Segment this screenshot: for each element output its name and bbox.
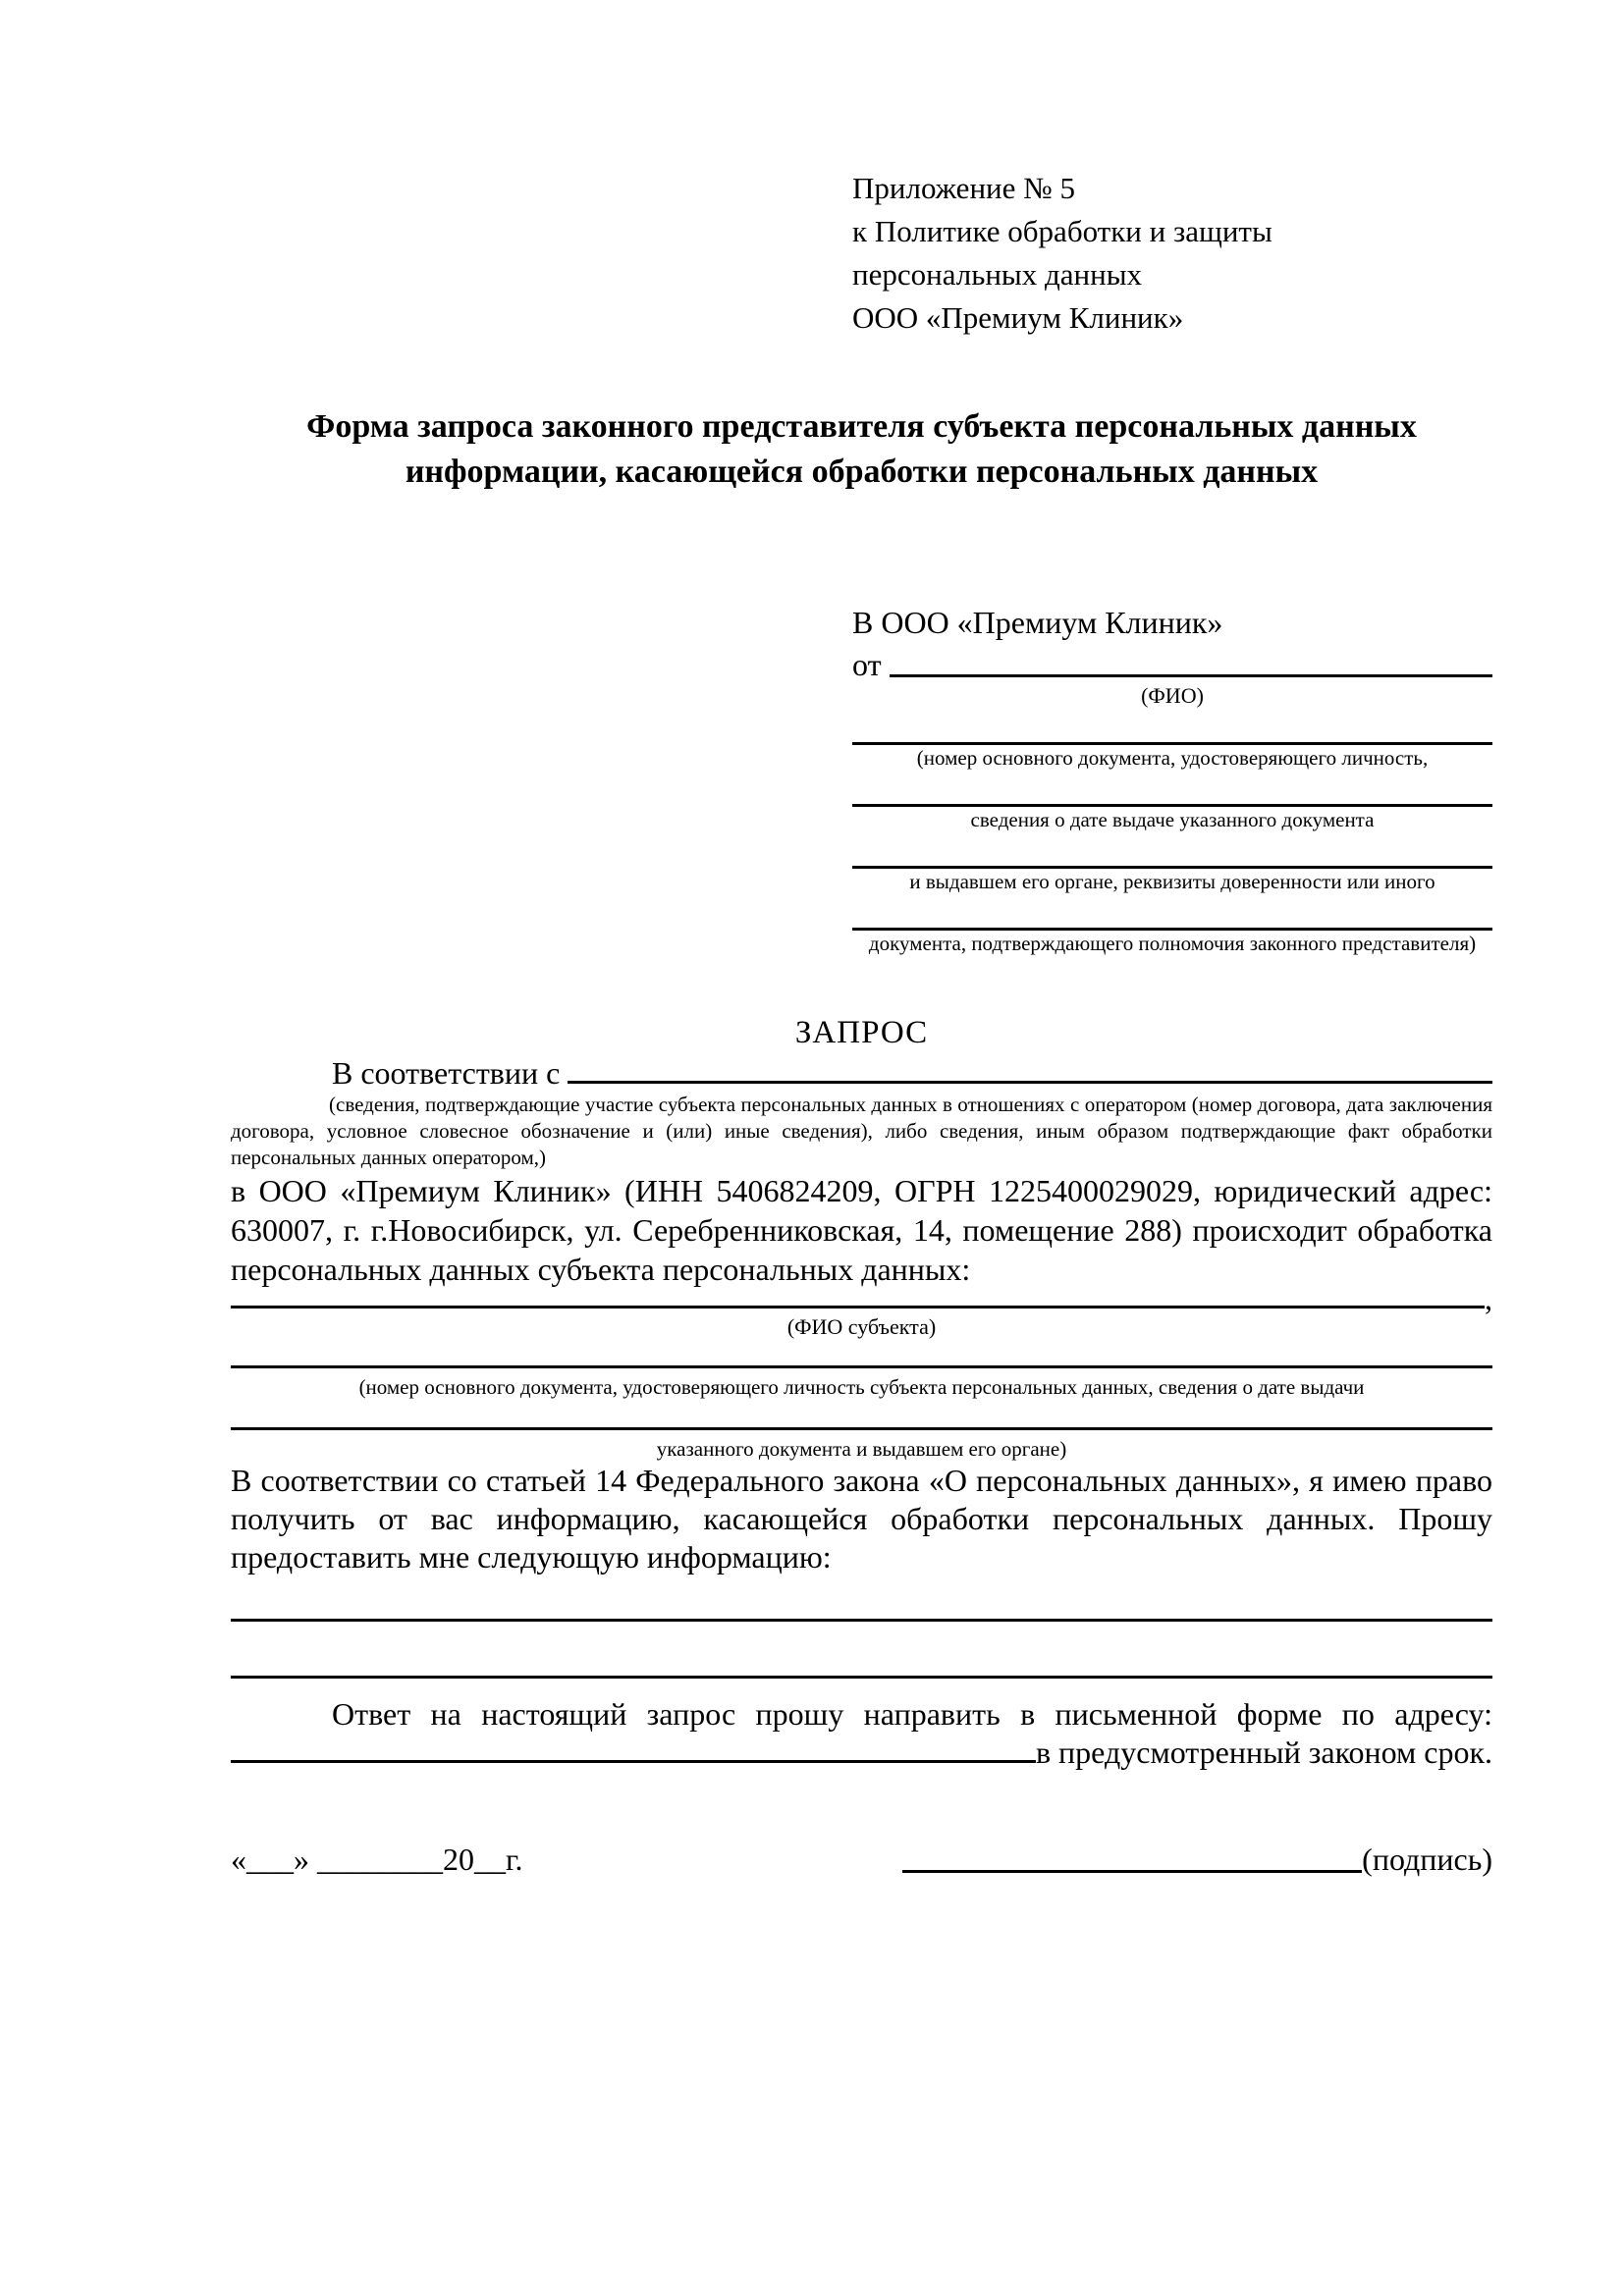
signature-group bbox=[902, 1840, 1492, 1879]
from-fill-line bbox=[890, 674, 1492, 677]
answer-paragraph: Ответ на настоящий запрос прошу направить в письменной форме по адресу: bbox=[332, 1696, 1492, 1732]
appendix-line-3: персональных данных bbox=[852, 257, 1143, 292]
signature-fill-line bbox=[902, 1841, 1362, 1873]
fill-line bbox=[852, 894, 1492, 931]
answer-tail: в предусмотренный законом срок. bbox=[1035, 1735, 1492, 1770]
date-blank: «___» ________20__г. bbox=[231, 1842, 523, 1877]
law-paragraph: В соответствии со статьей 14 Федерального закона «О персональных данных», я имею право получить от вас информацию, касающейся обработки персональных данных. Прошу предоставить мне следующую информацию: bbox=[231, 1463, 1492, 1575]
intro-label: В соответствии с bbox=[332, 1055, 561, 1091]
subject-fio-caption: (ФИО субъекта) bbox=[786, 1314, 937, 1339]
appendix-line-1: Приложение № 5 bbox=[852, 171, 1075, 205]
fill-caption-1: (номер основного документа, удостоверяющего личность, bbox=[916, 746, 1429, 770]
subject-doc-fill-line-2 bbox=[231, 1400, 1492, 1430]
fill-line bbox=[852, 832, 1492, 869]
representative-doc-group-1 bbox=[852, 709, 1492, 771]
info-fill-line-2 bbox=[231, 1622, 1492, 1679]
document-title-line-1: Форма запроса законного представителя субъекта персональных данных bbox=[306, 408, 1417, 445]
address-fill-line bbox=[231, 1760, 1036, 1763]
fill-caption-4: документа, подтверждающего полномочия законного представителя) bbox=[868, 932, 1477, 955]
request-heading: ЗАПРОС bbox=[794, 1015, 929, 1050]
fill-caption-3: и выдавшем его органе, реквизиты доверенности или иного bbox=[909, 870, 1435, 893]
document-title bbox=[231, 404, 1492, 495]
subject-comma: , bbox=[1485, 1281, 1492, 1316]
subject-fio-fill-line bbox=[231, 1306, 1485, 1308]
subject-doc-caption-1: (номер основного документа, удостоверяющего личность субъекта персональных данных, сведения о дате выдачи bbox=[358, 1375, 1365, 1399]
representative-doc-group-3 bbox=[852, 832, 1492, 894]
subject-fio-row bbox=[231, 1281, 1492, 1316]
appendix-line-2: к Политике обработки и защиты bbox=[852, 214, 1272, 248]
footer-row bbox=[231, 1840, 1492, 1879]
subject-doc-fill-line-1 bbox=[231, 1340, 1492, 1368]
from-label: от bbox=[852, 647, 882, 682]
fio-caption: (ФИО) bbox=[1141, 683, 1204, 708]
intro-fill-line bbox=[568, 1081, 1492, 1084]
answer-address-row bbox=[231, 1734, 1492, 1769]
fill-caption-2: сведения о дате выдаче указанного документа bbox=[970, 808, 1375, 831]
addressee-block bbox=[852, 601, 1492, 956]
addressee-organization: В ООО «Премиум Клиник» bbox=[852, 605, 1223, 640]
fill-line bbox=[852, 709, 1492, 745]
subject-doc-caption-2: указанного документа и выдавшем его органе) bbox=[656, 1437, 1067, 1461]
signature-caption: (подпись) bbox=[1362, 1842, 1492, 1877]
from-row bbox=[852, 644, 1492, 683]
intro-caption: (сведения, подтверждающие участие субъекта персональных данных в отношениях с оператором (номер договора, дата заключения договора, условное словесное обозначение и (или) иные сведения), либо сведения, иным образом подтверждающие факт обработки персональных данных оператором,) bbox=[231, 1093, 1492, 1169]
appendix-line-4: ООО «Премиум Клиник» bbox=[852, 300, 1184, 335]
representative-doc-group-2 bbox=[852, 771, 1492, 832]
intro-row bbox=[231, 1054, 1492, 1090]
operator-paragraph: в ООО «Премиум Клиник» (ИНН 5406824209, ОГРН 1225400029029, юридический адрес: 630007, г. г.Новосибирск, ул. Серебренниковская, 14, помещение 288) происходит обработка персональных данных субъекта персональных данных: bbox=[231, 1173, 1492, 1287]
representative-doc-group-4 bbox=[852, 894, 1492, 956]
info-fill-line-1 bbox=[231, 1576, 1492, 1622]
fill-line bbox=[852, 771, 1492, 807]
appendix-header bbox=[852, 167, 1492, 340]
document-title-line-2: информации, касающейся обработки персональных данных bbox=[405, 454, 1319, 490]
